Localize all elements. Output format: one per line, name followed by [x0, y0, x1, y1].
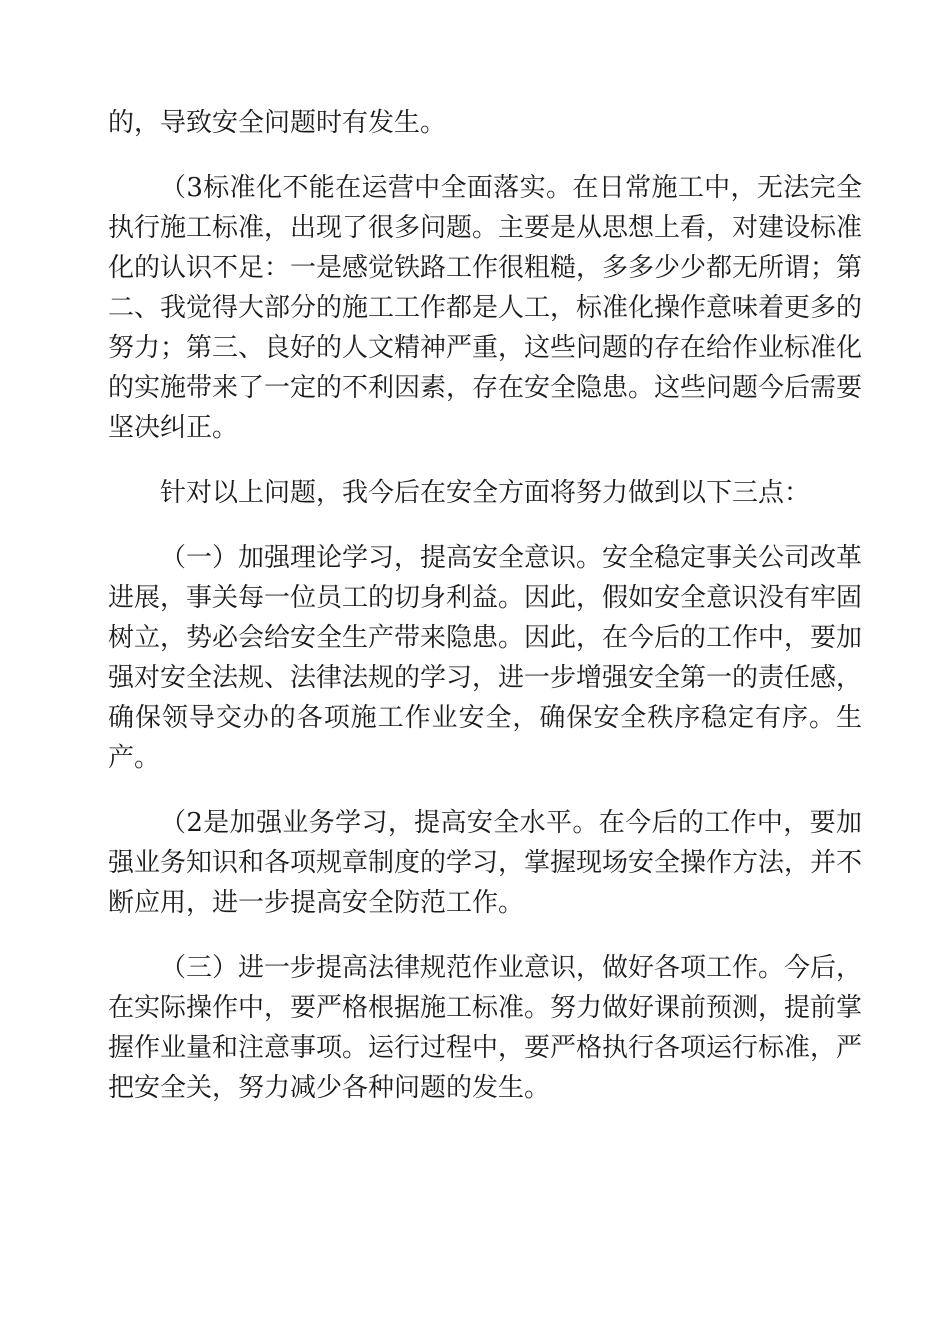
- paragraph-point-three: （三）进一步提高法律规范作业意识，做好各项工作。今后，在实际操作中，要严格根据施工标准。努力做好课前预测，提前掌握作业量和注意事项。运行过程中，要严格执行各项运行标准，严把安全关，努力减少各种问题的发生。: [108, 953, 863, 1103]
- paragraph-point-one: （一）加强理论学习，提高安全意识。安全稳定事关公司改革进展，事关每一位员工的切身利益。因此，假如安全意识没有牢固树立，势必会给安全生产带来隐患。因此，在今后的工作中，要加强对安全法规、法律法规的学习，进一步增强安全第一的责任感，确保领导交办的各项施工作业安全，确保安全秩序稳定有序。生产。: [108, 543, 863, 773]
- paragraph-continuation: 的，导致安全问题时有发生。: [108, 108, 447, 138]
- document-body: [108, 103, 862, 1133]
- paragraph-three-points-intro: 针对以上问题，我今后在安全方面将努力做到以下三点：: [160, 478, 811, 508]
- paragraph-point-two: （2是加强业务学习，提高安全水平。在今后的工作中，要加强业务知识和各项规章制度的学习，掌握现场安全操作方法，并不断应用，进一步提高安全防范工作。: [108, 808, 863, 918]
- paragraph-standardization-issue: （3标准化不能在运营中全面落实。在日常施工中，无法完全执行施工标准，出现了很多问题。主要是从思想上看，对建设标准化的认识不足：一是感觉铁路工作很粗糙，多多少少都无所谓；第二、我觉得大部分的施工工作都是人工，标准化操作意味着更多的努力；第三、良好的人文精神严重，这些问题的存在给作业标准化的实施带来了一定的不利因素，存在安全隐患。这些问题今后需要坚决纠正。: [108, 173, 863, 443]
